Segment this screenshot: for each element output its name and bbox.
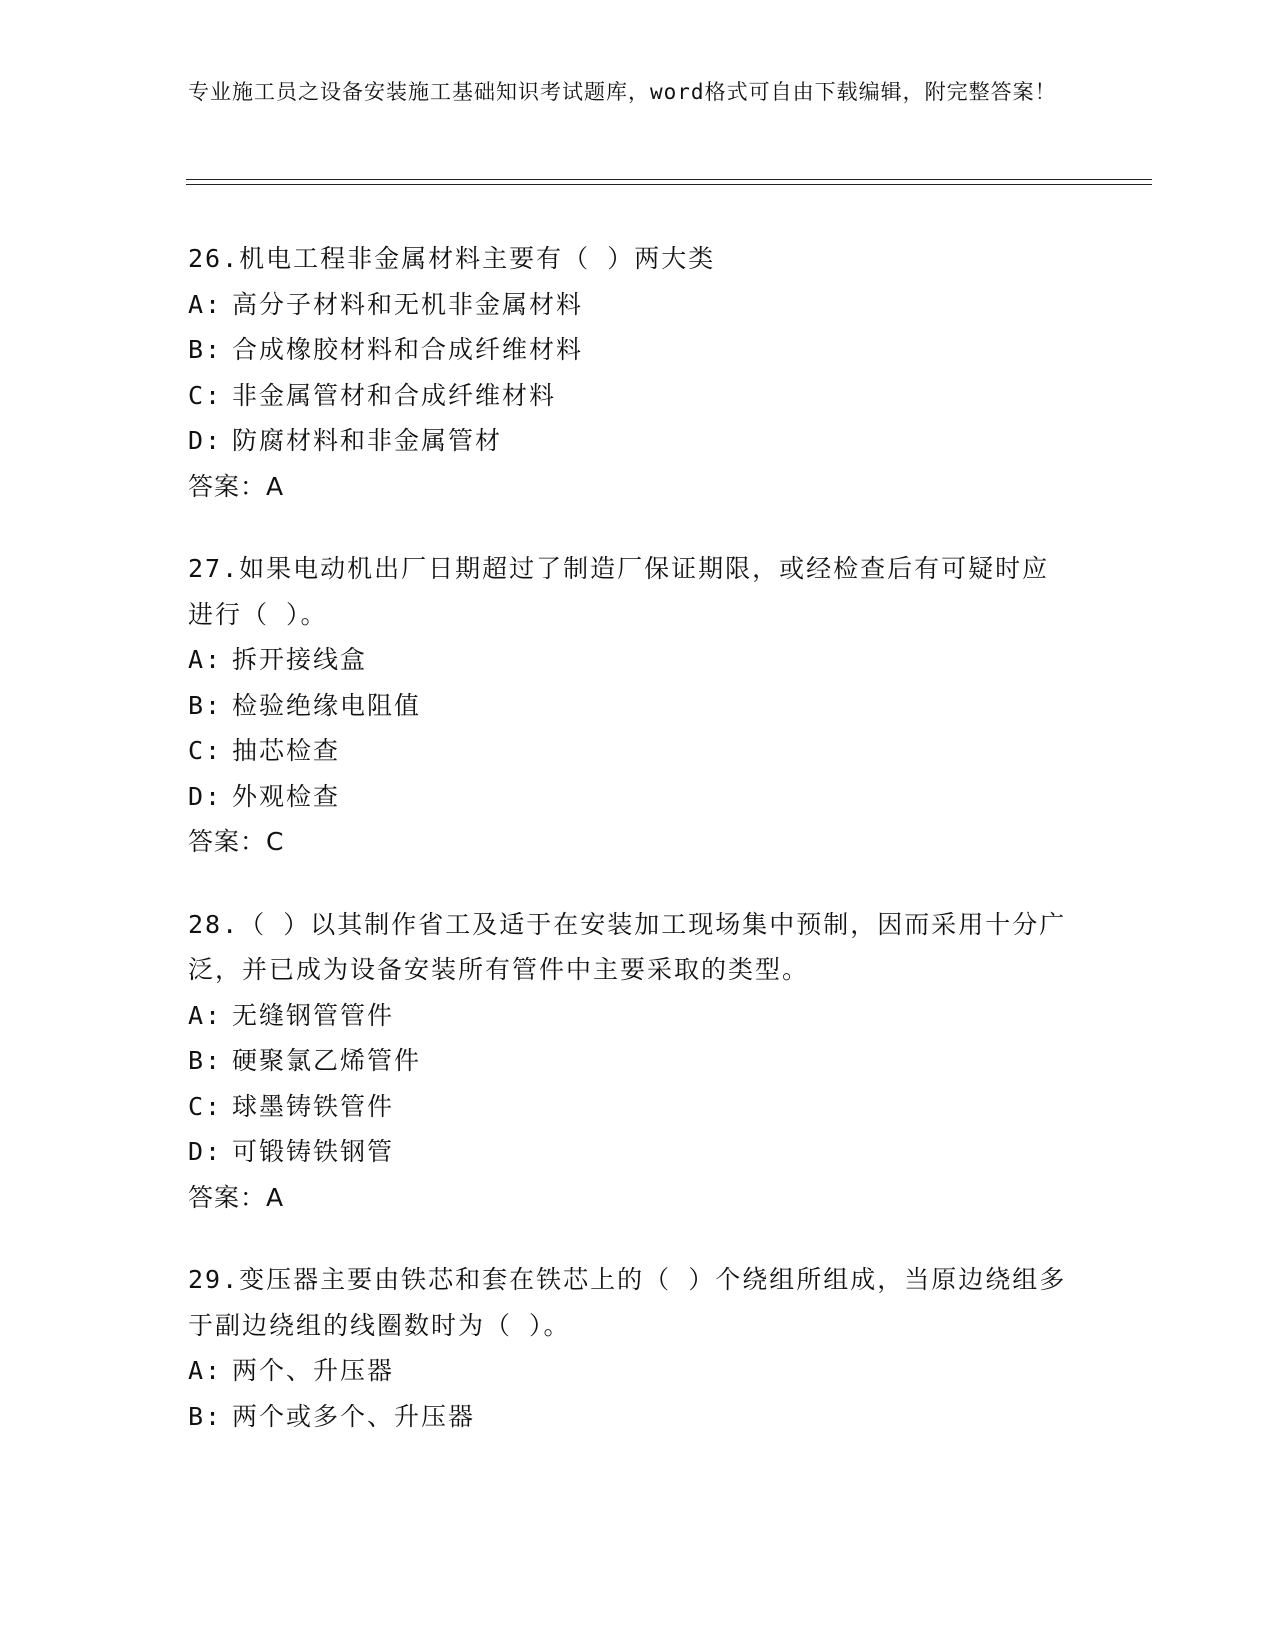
- header-divider-top: [186, 179, 1152, 180]
- option-letter: C:: [188, 1091, 223, 1121]
- option-letter: D:: [188, 426, 223, 455]
- option-d: [188, 1129, 1068, 1175]
- option-a: [188, 637, 1068, 683]
- option-letter: A:: [188, 1356, 223, 1385]
- option-text: 球墨铸铁管件: [232, 1091, 395, 1121]
- option-letter: D:: [188, 781, 223, 811]
- question-stem: 26.机电工程非金属材料主要有（ ）两大类: [188, 244, 716, 273]
- question-stem: 29.变压器主要由铁芯和套在铁芯上的（ ）个绕组所组成，当原边绕组多于副边绕组的线圈数时为（ ）。: [188, 1265, 1067, 1340]
- option-letter: B:: [188, 335, 223, 364]
- option-text: 合成橡胶材料和合成纤维材料: [232, 335, 584, 364]
- option-text: 可锻铸铁钢管: [232, 1137, 395, 1166]
- option-d: [188, 774, 1068, 820]
- option-letter: B:: [188, 690, 223, 720]
- option-text: 两个或多个、升压器: [232, 1401, 476, 1431]
- option-letter: A:: [188, 645, 223, 674]
- answer-line: 答案：A: [188, 471, 285, 501]
- option-text: 硬聚氯乙烯管件: [232, 1046, 422, 1075]
- question-block: [188, 902, 1068, 1221]
- option-c: [188, 373, 1068, 419]
- option-d: [188, 418, 1068, 464]
- option-letter: C:: [188, 736, 223, 765]
- question-block: [188, 236, 1068, 509]
- document-header: 专业施工员之设备安装施工基础知识考试题库，word格式可自由下载编辑，附完整答案！: [188, 80, 1057, 104]
- option-letter: A:: [188, 1000, 223, 1030]
- header-divider-bottom: [186, 184, 1152, 185]
- question-stem: 28.（ ）以其制作省工及适于在安装加工现场集中预制，因而采用十分广泛，并已成为设备安装所有管件中主要采取的类型。: [188, 909, 1067, 984]
- option-letter: B:: [188, 1046, 223, 1075]
- question-block: [188, 546, 1068, 865]
- option-text: 高分子材料和无机非金属材料: [232, 289, 584, 319]
- option-b: [188, 1394, 1068, 1440]
- option-text: 两个、升压器: [232, 1356, 395, 1385]
- question-stem: 27.如果电动机出厂日期超过了制造厂保证期限，或经检查后有可疑时应进行（ ）。: [188, 554, 1050, 629]
- option-letter: B:: [188, 1401, 223, 1431]
- option-a: [188, 282, 1068, 328]
- option-text: 外观检查: [232, 781, 341, 811]
- option-text: 抽芯检查: [232, 736, 341, 765]
- option-b: [188, 327, 1068, 373]
- option-c: [188, 728, 1068, 774]
- option-b: [188, 1038, 1068, 1084]
- option-text: 检验绝缘电阻值: [232, 690, 422, 720]
- option-letter: D:: [188, 1137, 223, 1166]
- option-text: 非金属管材和合成纤维材料: [232, 380, 557, 410]
- option-text: 防腐材料和非金属管材: [232, 426, 503, 455]
- option-c: [188, 1084, 1068, 1130]
- option-text: 拆开接线盒: [232, 645, 368, 674]
- option-a: [188, 993, 1068, 1039]
- option-b: [188, 683, 1068, 729]
- option-text: 无缝钢管管件: [232, 1000, 395, 1030]
- answer-line: 答案：A: [188, 1182, 285, 1212]
- question-list: [188, 236, 1068, 1476]
- option-letter: C:: [188, 380, 223, 410]
- answer-line: 答案：C: [188, 827, 285, 856]
- question-block: [188, 1257, 1068, 1439]
- option-letter: A:: [188, 289, 223, 319]
- option-a: [188, 1348, 1068, 1394]
